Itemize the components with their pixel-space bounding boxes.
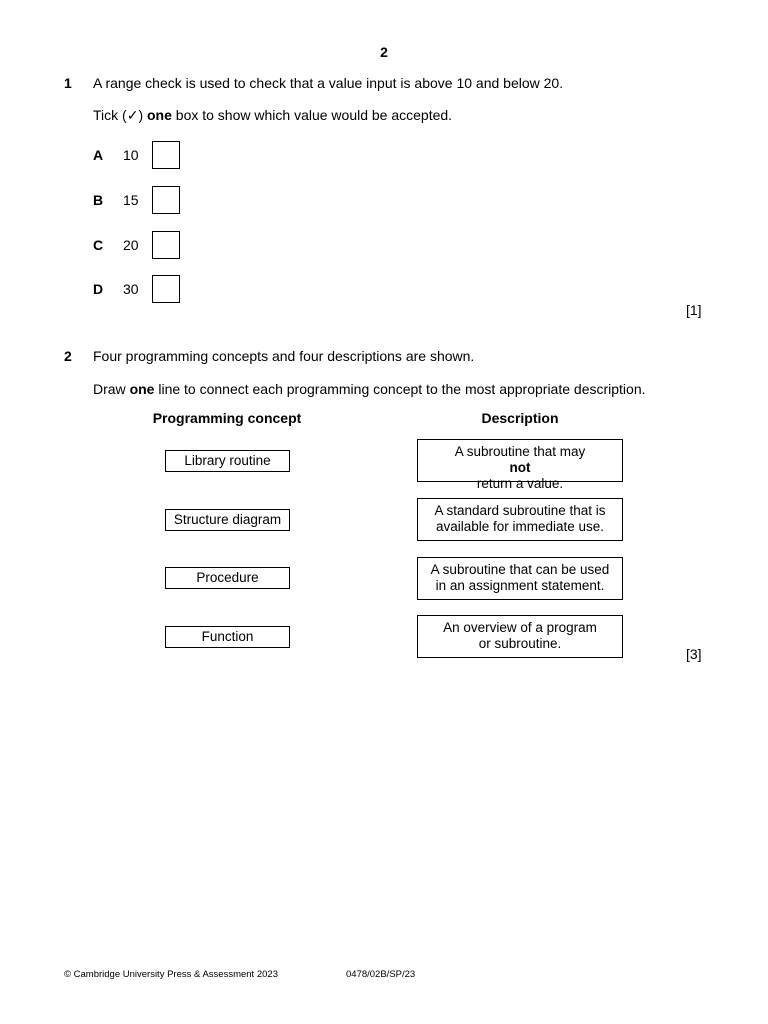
q2-instruction-pre: Draw [93,381,130,397]
description-1-line1-text: A subroutine that may [454,444,586,459]
option-a-tick-box[interactable] [152,141,180,169]
description-box-4[interactable] [417,615,623,658]
option-b-value: 15 [123,192,139,208]
concept-box-structure-diagram[interactable]: Structure diagram [165,509,290,531]
q1-instruction [93,107,452,124]
description-4-line1 [418,620,622,636]
tick-icon: ✓ [126,107,139,123]
concept-box-library-routine[interactable]: Library routine [165,450,290,472]
description-box-3[interactable] [417,557,623,600]
description-2-line2: available for immediate use. [435,519,605,534]
description-2-line1-text: A standard subroutine that is [434,503,606,518]
option-c-tick-box[interactable] [152,231,180,259]
concept-column-header: Programming concept [152,410,302,426]
q1-instruction-mid: ) [138,107,147,123]
concept-box-procedure[interactable]: Procedure [165,567,290,589]
q2-marks: [3] [686,646,702,662]
q1-instruction-bold: one [147,107,172,123]
option-c-value: 20 [123,237,139,253]
option-d-tick-box[interactable] [152,275,180,303]
option-d-value: 30 [123,281,139,297]
description-1-line1 [418,444,622,476]
q2-number: 2 [64,348,72,364]
description-box-1[interactable] [417,439,623,491]
description-1-line1-bold: not [509,460,531,475]
q1-number: 1 [64,75,72,91]
description-column-header: Description [481,410,559,426]
footer-copyright: © Cambridge University Press & Assessment 2023 [64,969,278,980]
option-a-value: 10 [123,147,139,163]
q1-instruction-post: box to show which value would be accepted. [171,107,453,123]
option-d-letter: D [93,281,104,297]
option-a-letter: A [93,147,104,163]
option-b-tick-box[interactable] [152,186,180,214]
q1-marks: [1] [686,302,702,318]
q2-instruction-bold: one [129,381,155,397]
q1-stem: A range check is used to check that a value input is above 10 and below 20. [93,75,564,91]
description-1-line2: return a value. [476,476,564,491]
concept-box-function[interactable]: Function [165,626,290,648]
description-box-2[interactable] [417,498,623,541]
option-b-letter: B [93,192,104,208]
q2-instruction [93,381,646,397]
option-c-letter: C [93,237,104,253]
q2-instruction-post: line to connect each programming concept to the most appropriate description. [154,381,646,397]
q2-stem: Four programming concepts and four descriptions are shown. [93,348,475,364]
description-3-line1 [418,562,622,578]
q1-instruction-pre: Tick ( [93,107,127,123]
description-2-line1 [418,503,622,519]
description-3-line1-text: A subroutine that can be used [430,562,610,577]
description-4-line1-text: An overview of a program [443,620,597,635]
page-number: 2 [380,44,388,60]
description-3-line2: in an assignment statement. [435,578,605,593]
footer-paper-code: 0478/02B/SP/23 [346,969,416,980]
description-4-line2: or subroutine. [478,636,562,651]
